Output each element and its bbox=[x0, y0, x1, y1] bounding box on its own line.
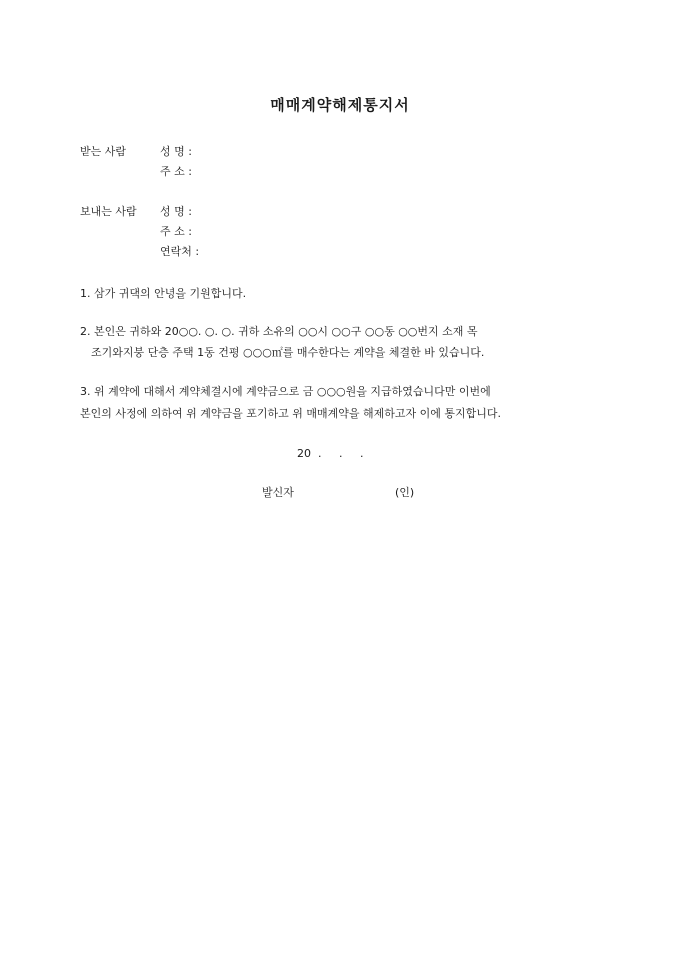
paragraph-2-line-1: 2. 본인은 귀하와 20○○. ○. ○. 귀하 소유의 ○○시 ○○구 ○○동 ○○번지 소재 목 bbox=[80, 325, 478, 338]
signature-label: 발신자 bbox=[262, 486, 294, 499]
seal-mark: (인) bbox=[395, 486, 415, 499]
sender-contact-label: 연락처 : bbox=[160, 245, 200, 258]
date-line: 20 . . . bbox=[297, 447, 364, 460]
paragraph-1: 1. 삼가 귀댁의 안녕을 기원합니다. bbox=[80, 287, 247, 300]
recipient-name-label: 성 명 : bbox=[160, 145, 192, 158]
recipient-label: 받는 사람 bbox=[80, 145, 127, 158]
recipient-address-label: 주 소 : bbox=[160, 165, 192, 178]
paragraph-3-line-2: 본인의 사정에 의하여 위 계약금을 포기하고 위 매매계약을 해제하고자 이에 통지합니다. bbox=[80, 407, 501, 420]
document-title: 매매계약해제통지서 bbox=[270, 96, 410, 114]
sender-name-label: 성 명 : bbox=[160, 205, 192, 218]
sender-label: 보내는 사람 bbox=[80, 205, 137, 218]
paragraph-3-line-1: 3. 위 계약에 대해서 계약체결시에 계약금으로 금 ○○○원을 지급하였습니다만 이번에 bbox=[80, 385, 491, 398]
paragraph-2-line-2: 조기와지붕 단층 주택 1동 건평 ○○○㎡를 매수한다는 계약을 체결한 바 있습니다. bbox=[91, 346, 485, 359]
sender-address-label: 주 소 : bbox=[160, 225, 192, 238]
